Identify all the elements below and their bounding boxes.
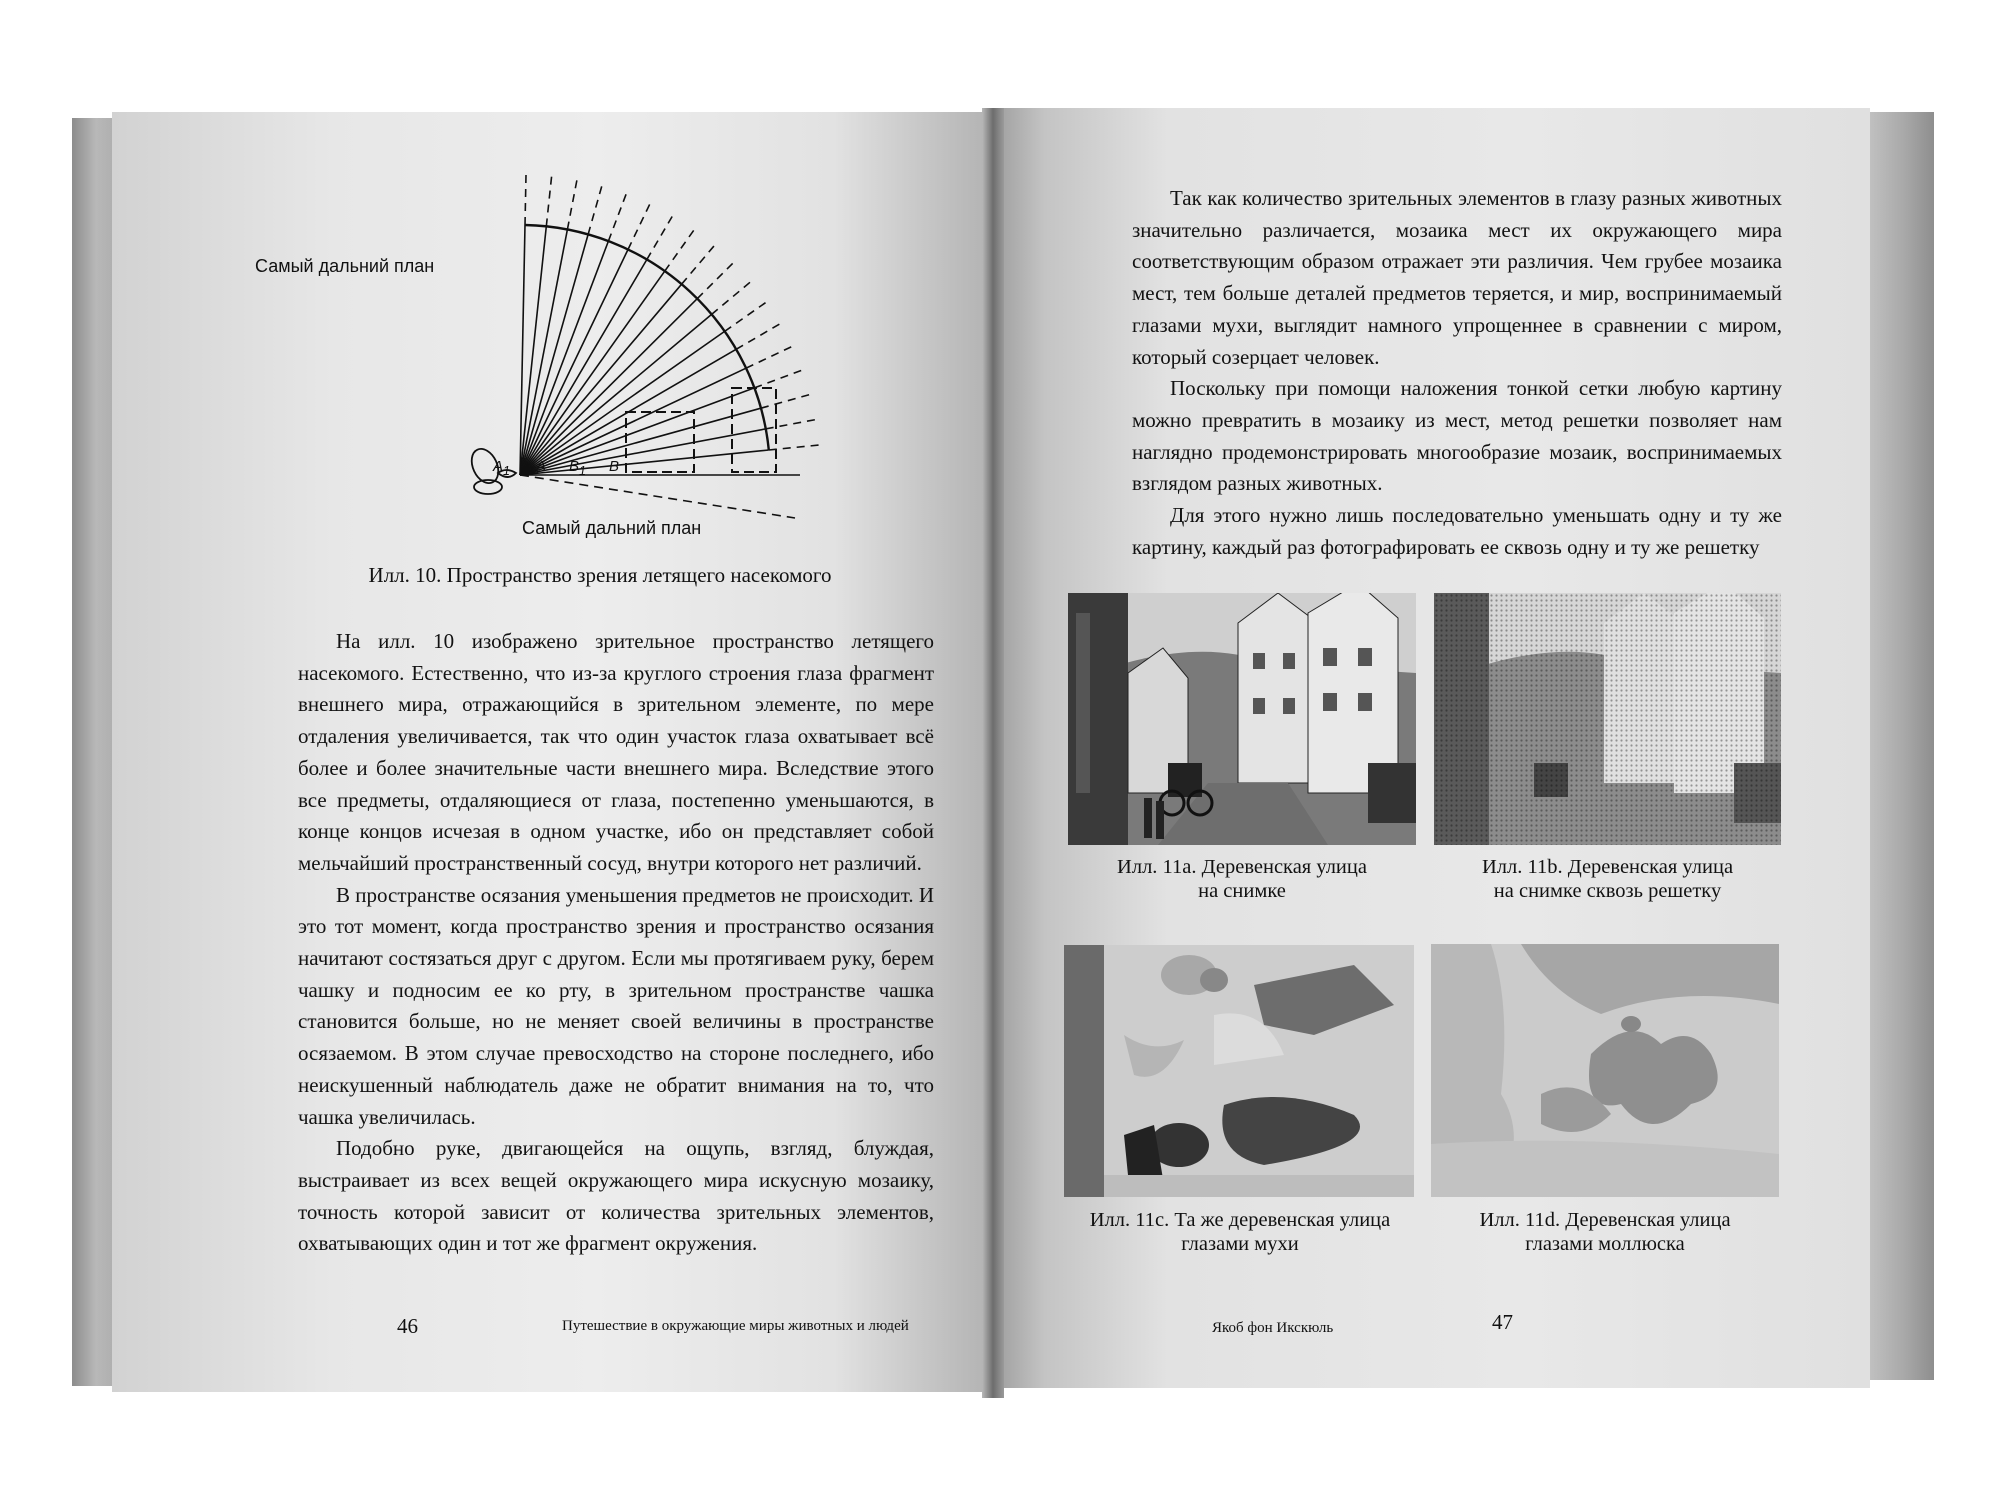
left-paragraph-2: В пространстве осязания уменьшения предметов не происходит. И это тот момент, когда пространство зрения и пространство осязания начитают состязаться друг с другом. Если мы протягиваем руку, берем чашку и подносим ее ко рту, в зрительном пространстве чашка становится больше, но не меняет своей величины в пространстве осязаемом. В этом случае превосходство на стороне последнего, ибо неискушенный наблюдатель даже не обратит внимания на то, что чашка увеличилась. (298, 882, 934, 1129)
diagram-label-bottom: Самый дальний план (522, 518, 702, 538)
point-label-b1: $B_1$ (569, 458, 586, 478)
caption-11b-line2: на снимке сквозь решетку (1493, 880, 1722, 902)
caption-11b-line1: Илл. 11b. Деревенская улица (1481, 856, 1734, 878)
photo-grid-street (1434, 593, 1781, 845)
left-page-body (298, 626, 934, 1260)
photo-village-street (1068, 593, 1416, 845)
caption-11a-line2: на снимке (1198, 880, 1286, 902)
right-paragraph-3: Для этого нужно лишь последовательно уменьшать одну и ту же картину, каждый раз фотографировать ее сквозь одну и ту же решетку (1132, 503, 1782, 559)
book-gutter (982, 108, 1004, 1398)
right-running-title: Якоб фон Икскюль (1212, 1320, 1334, 1336)
caption-11d (1420, 1208, 1790, 1256)
photo-mollusk-view (1431, 944, 1779, 1197)
point-label-b: B (609, 458, 620, 475)
point-label-a: A (536, 458, 547, 475)
caption-11a-line1: Илл. 11a. Деревенская улица (1117, 856, 1367, 878)
point-label-a1: $A_1$ (493, 458, 510, 478)
right-page-body (1132, 183, 1782, 563)
left-paragraph-3: Подобно руке, двигающейся на ощупь, взгляд, блуждая, выстраивает из всех вещей окружающего мира искусную мозаику, точность которой зависит от количества зрительных элементов, охватывающих один и тот же фрагмент окружения. (298, 1136, 934, 1256)
right-paragraph-2: Поскольку при помощи наложения тонкой сетки любую картину можно превратить в мозаику из мест, метод решетки позволяет нам наглядно продемонстрировать многообразие мозаик, воспринимаемых взглядом разных животных. (1132, 376, 1782, 496)
caption-11c-line2: глазами мухи (1181, 1233, 1299, 1255)
left-paragraph-1: На илл. 10 изображено зрительное пространство летящего насекомого. Естественно, что из-за круглого строения глаза фрагмент внешнего мира, отражающийся в зрительном элементе, по мере отдаления увеличивается, так что один участок глаза охватывает всё более и более значительные части внешнего мира. Вследствие этого все предметы, отдаляющиеся от глаза, постепенно уменьшаются, в конце концов исчезая в одном участке, ибо он представляет собой мельчайший пространственный сосуд, внутри которого нет различий. (298, 629, 934, 875)
right-page-number: 47 (1492, 1310, 1513, 1334)
diagram-label-top: Самый дальний план (255, 256, 435, 276)
caption-11d-line1: Илл. 11d. Деревенская улица (1479, 1209, 1731, 1231)
photo-fly-view (1064, 945, 1414, 1197)
left-running-title: Путешествие в окружающие миры животных и людей (562, 1318, 909, 1334)
caption-11a (1068, 855, 1416, 903)
insect-vision-diagram (240, 170, 840, 550)
caption-11d-line2: глазами моллюска (1525, 1233, 1685, 1255)
right-paragraph-1: Так как количество зрительных элементов в глазу разных животных значительно различается, мозаика мест их окружающего мира соответствующим образом отражает эти различия. Чем грубее мозаика мест, тем больше деталей предметов теряется, и мир, воспринимаемый глазами мухи, выглядит намного упрощеннее в сравнении с миром, который созерцает человек. (1132, 186, 1782, 369)
figure-caption-10: Илл. 10. Пространство зрения летящего насекомого (368, 563, 832, 587)
caption-11b (1420, 855, 1795, 903)
left-page-number: 46 (397, 1314, 418, 1338)
caption-11c-line1: Илл. 11c. Та же деревенская улица (1089, 1209, 1391, 1231)
caption-11c (1050, 1208, 1430, 1256)
